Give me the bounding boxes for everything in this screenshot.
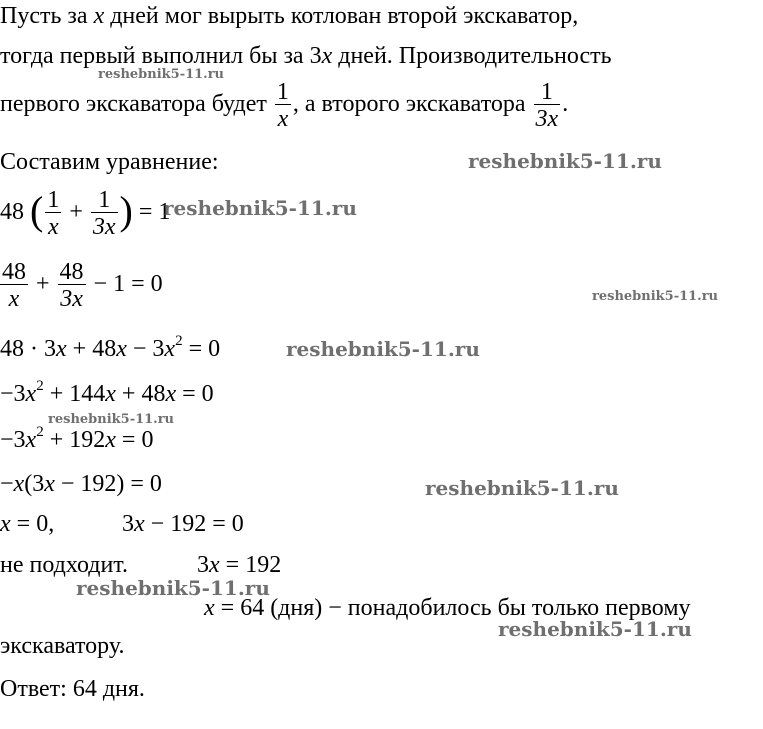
variable-x: x [134,511,145,537]
variable-x: x [116,336,127,362]
text: дней мог вырыть котлован второй экскаватор, [104,3,579,29]
variable-x: x [105,427,116,453]
variable-x: x [13,471,25,497]
text-line-4 [0,150,219,174]
answer-line [0,677,145,701]
variable-x: x [25,427,37,453]
left-paren: ( [30,187,44,233]
text: 3 [122,511,134,537]
equation-line-6 [0,260,163,311]
text: + 48 [115,381,166,407]
right-paren: ) [119,187,133,233]
equation-line-11a [0,512,54,536]
watermark: reshebnik5-11.ru [468,149,662,173]
watermark: reshebnik5-11.ru [163,196,357,220]
variable-x: x [25,381,37,407]
watermark: reshebnik5-11.ru [425,476,619,500]
variable-x: x [209,552,220,578]
text: −3 [0,427,26,453]
fraction-48-over-3x [58,260,86,311]
fraction-48-over-x [0,260,28,311]
equation-line-8 [0,378,214,407]
variable-x: x [93,3,105,29]
watermark: reshebnik5-11.ru [286,337,480,361]
text: не подходит. [0,552,128,578]
text-line-2 [0,44,612,68]
text: − [0,471,14,497]
exponent: 2 [175,333,183,349]
text: = 1 [138,199,171,226]
variable-x: x [164,336,176,362]
text: 48 [0,199,24,226]
text: = 0 [176,381,214,407]
operator: + [69,199,83,226]
denominator: 3x [92,214,116,240]
text: − 1 = 0 [93,271,163,298]
variable-x: x [56,336,67,362]
exponent: 2 [36,424,44,440]
text: Составим уравнение: [0,149,219,175]
equation-line-12b [197,553,281,577]
text-line-14 [0,634,124,658]
equation-line-10 [0,472,162,496]
text: + 48 [66,336,117,362]
text: = 0 [115,427,154,453]
numerator: 1 [98,187,111,213]
text-line-3 [0,80,568,131]
text: , а второго экскаватора [292,91,532,118]
denominator: x [275,104,291,131]
numerator: 48 [2,259,26,285]
numerator: 1 [276,79,289,105]
text: тогда первый выполнил бы за 3 [0,43,322,69]
text: первого экскаватора будет [0,91,273,118]
text: экскаватору. [0,633,125,659]
watermark: reshebnik5-11.ru [48,412,175,427]
text: = 0, [10,511,55,537]
numerator: 1 [540,79,553,105]
text: −3 [0,381,26,407]
text: . [562,91,569,118]
text: 48 · 3 [0,336,56,362]
text: 3 [197,552,209,578]
text-line-1 [0,4,578,28]
equation-line-11b [122,512,244,536]
variable-x: x [44,471,55,497]
text: = 0 [182,336,221,362]
text: − 192 = 0 [144,511,244,537]
operator: + [36,271,50,298]
fraction-1-over-x [45,188,61,239]
exponent: 2 [36,378,44,394]
text: (3 [24,471,45,497]
variable-x: x [0,511,11,537]
denominator: 3x [58,284,86,311]
variable-x: x [204,595,215,621]
watermark: reshebnik5-11.ru [76,576,270,600]
variable-x: x [165,381,177,407]
denominator: x [0,284,28,311]
equation-line-9 [0,424,154,453]
denominator: x [45,212,61,239]
fraction-1-over-x [275,80,291,131]
denominator: 3x [535,106,559,132]
watermark: reshebnik5-11.ru [592,289,719,304]
text: + 144 [43,381,106,407]
equation-line-5 [0,188,170,239]
watermark: reshebnik5-11.ru [98,67,225,82]
equation-line-7 [0,333,221,362]
text: = 192 [219,552,282,578]
text: = 64 (дня) − понадобилось бы только первому [214,595,691,621]
text: Пусть за [0,3,94,29]
numerator: 1 [47,187,60,213]
variable-x: x [321,43,333,69]
text: − 192) = 0 [54,471,162,497]
variable-x: x [105,381,116,407]
fraction-1-over-3x [91,188,118,239]
watermark: reshebnik5-11.ru [498,617,692,641]
text-line-12a [0,553,128,577]
text: − 3 [126,336,165,362]
text: + 192 [43,427,106,453]
text: Ответ: 64 дня. [0,676,145,702]
fraction-1-over-3x [534,80,561,131]
text: дней. Производительность [332,43,612,69]
numerator: 48 [59,259,84,285]
